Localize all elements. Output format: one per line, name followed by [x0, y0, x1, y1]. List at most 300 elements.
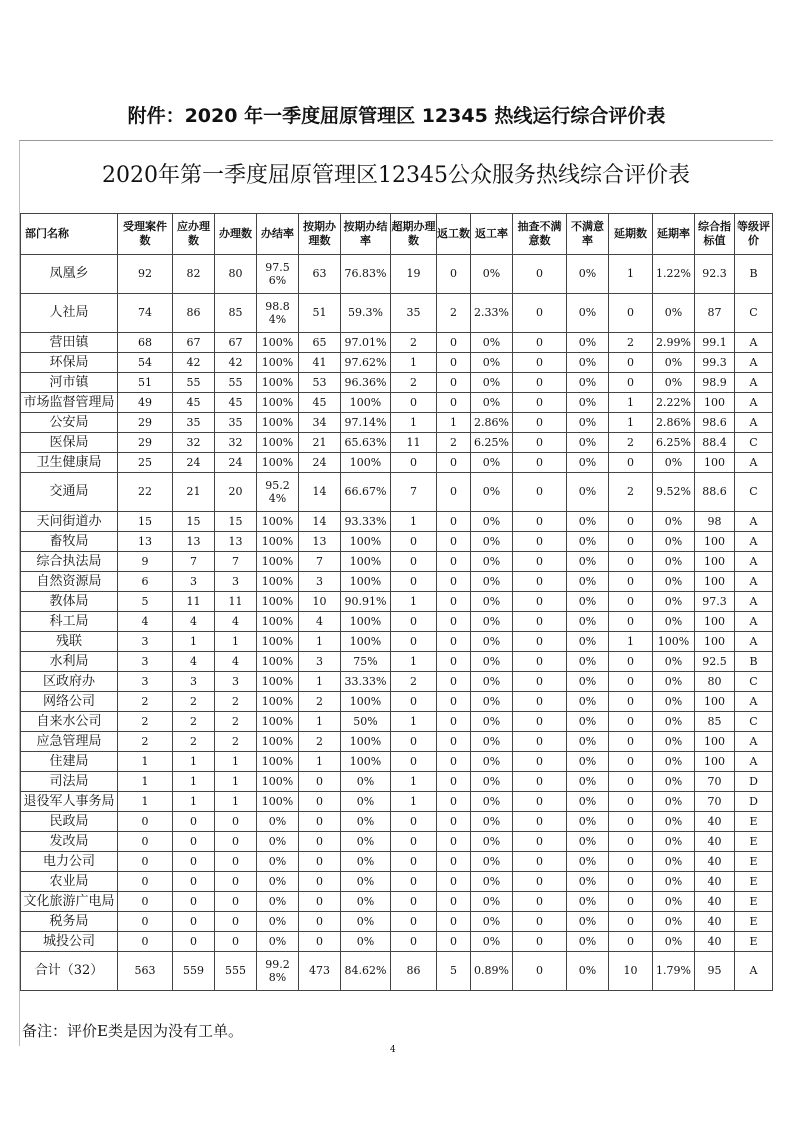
table-cell: 0 [513, 932, 567, 952]
table-cell: 100% [257, 652, 299, 672]
department-name-cell: 营田镇 [21, 333, 118, 353]
department-name-cell: 综合执法局 [21, 552, 118, 572]
table-cell: 99.28% [257, 952, 299, 991]
table-cell: 0 [513, 333, 567, 353]
table-cell: 0% [567, 852, 609, 872]
table-cell: 0 [513, 592, 567, 612]
table-cell: 0% [653, 353, 695, 373]
table-cell: 99.1 [695, 333, 735, 353]
department-name-cell: 科工局 [21, 612, 118, 632]
table-cell: 13 [173, 532, 215, 552]
table-cell: 0 [437, 852, 471, 872]
table-cell: 0% [471, 712, 513, 732]
table-cell: 100 [695, 552, 735, 572]
table-row [21, 393, 773, 413]
table-cell: 97.01% [341, 333, 391, 353]
table-cell: 0 [437, 692, 471, 712]
table-cell: 0 [299, 852, 341, 872]
table-cell: 0% [653, 772, 695, 792]
table-cell: 0% [653, 453, 695, 473]
table-cell: 0 [391, 892, 437, 912]
table-cell: 11 [173, 592, 215, 612]
table-cell: 0 [391, 832, 437, 852]
table-cell: 0% [471, 732, 513, 752]
department-name-cell: 自来水公司 [21, 712, 118, 732]
table-cell: 13 [118, 532, 173, 552]
header-cell: 部门名称 [21, 214, 118, 255]
table-cell: 42 [215, 353, 257, 373]
table-cell: E [735, 932, 773, 952]
table-cell: 0% [567, 552, 609, 572]
department-name-cell: 退役军人事务局 [21, 792, 118, 812]
table-cell: 0 [513, 732, 567, 752]
table-cell: A [735, 353, 773, 373]
table-cell: 21 [299, 433, 341, 453]
table-cell: 10 [609, 952, 653, 991]
table-cell: A [735, 413, 773, 433]
table-cell: 0 [437, 532, 471, 552]
table-cell: 100 [695, 752, 735, 772]
table-cell: 5 [118, 592, 173, 612]
table-row [21, 333, 773, 353]
table-cell: 0% [257, 912, 299, 932]
table-row [21, 612, 773, 632]
table-cell: C [735, 294, 773, 333]
table-cell: 80 [695, 672, 735, 692]
table-cell: 0% [257, 852, 299, 872]
table-cell: 100% [341, 612, 391, 632]
table-cell: 0% [257, 832, 299, 852]
table-cell: 92.5 [695, 652, 735, 672]
table-cell: 98.9 [695, 373, 735, 393]
table-cell: 2 [437, 294, 471, 333]
table-cell: 100% [341, 453, 391, 473]
table-cell: 82 [173, 255, 215, 294]
table-cell: 98.84% [257, 294, 299, 333]
table-cell: E [735, 912, 773, 932]
table-cell: 100% [341, 572, 391, 592]
table-cell: 14 [299, 473, 341, 512]
table-cell: 74 [118, 294, 173, 333]
table-cell: A [735, 532, 773, 552]
table-cell: 96.36% [341, 373, 391, 393]
table-cell: 0 [609, 572, 653, 592]
table-cell: 100% [257, 353, 299, 373]
table-cell: 1 [391, 353, 437, 373]
table-cell: 0 [437, 892, 471, 912]
table-cell: 0 [437, 393, 471, 413]
header-cell: 办结率 [257, 214, 299, 255]
table-row [21, 692, 773, 712]
table-cell: 65.63% [341, 433, 391, 453]
table-cell: 0 [118, 932, 173, 952]
table-cell: 0 [513, 892, 567, 912]
table-cell: 0 [437, 552, 471, 572]
table-cell: 0 [609, 752, 653, 772]
table-cell: 100% [257, 772, 299, 792]
table-cell: 4 [173, 652, 215, 672]
table-cell: 0% [567, 255, 609, 294]
table-cell: 3 [118, 632, 173, 652]
table-cell: 1 [609, 255, 653, 294]
table-cell: 1 [215, 752, 257, 772]
table-cell: 40 [695, 912, 735, 932]
table-cell: 0 [437, 752, 471, 772]
table-row [21, 552, 773, 572]
table-cell: 0 [299, 832, 341, 852]
table-cell: 0% [257, 892, 299, 912]
table-cell: C [735, 473, 773, 512]
header-cell: 返工率 [471, 214, 513, 255]
table-cell: 1 [299, 752, 341, 772]
header-cell: 返工数 [437, 214, 471, 255]
table-cell: 0 [437, 572, 471, 592]
table-cell: A [735, 632, 773, 652]
table-row [21, 772, 773, 792]
table-cell: A [735, 552, 773, 572]
table-cell: 100% [257, 532, 299, 552]
table-cell: 5 [437, 952, 471, 991]
table-cell: 0 [391, 752, 437, 772]
department-name-cell: 应急管理局 [21, 732, 118, 752]
table-cell: 0 [118, 892, 173, 912]
table-cell: 9.52% [653, 473, 695, 512]
table-cell: 0% [653, 932, 695, 952]
department-name-cell: 公安局 [21, 413, 118, 433]
table-cell: 0% [471, 832, 513, 852]
table-cell: 97.62% [341, 353, 391, 373]
table-cell: 2 [299, 692, 341, 712]
table-cell: 15 [173, 512, 215, 532]
table-cell: 7 [173, 552, 215, 572]
table-cell: 67 [215, 333, 257, 353]
table-cell: 1 [391, 413, 437, 433]
table-cell: 100% [257, 552, 299, 572]
department-name-cell: 农业局 [21, 872, 118, 892]
table-cell: A [735, 752, 773, 772]
table-row [21, 532, 773, 552]
table-cell: 0% [567, 952, 609, 991]
table-cell: 0 [173, 872, 215, 892]
table-cell: 4 [118, 612, 173, 632]
table-cell: 2.22% [653, 393, 695, 413]
table-cell: 29 [118, 413, 173, 433]
table-cell: 0 [513, 672, 567, 692]
department-name-cell: 司法局 [21, 772, 118, 792]
table-cell: 1.22% [653, 255, 695, 294]
table-cell: 1 [215, 632, 257, 652]
table-cell: A [735, 612, 773, 632]
department-name-cell: 卫生健康局 [21, 453, 118, 473]
table-cell: E [735, 832, 773, 852]
table-cell: 0% [653, 832, 695, 852]
table-cell: 0% [257, 932, 299, 952]
table-cell: 0 [609, 453, 653, 473]
table-cell: 0% [653, 892, 695, 912]
table-cell: 0% [471, 255, 513, 294]
table-cell: 0 [391, 912, 437, 932]
department-name-cell: 残联 [21, 632, 118, 652]
table-cell: 100 [695, 692, 735, 712]
table-cell: 0 [437, 732, 471, 752]
table-cell: 0% [471, 592, 513, 612]
table-row [21, 872, 773, 892]
table-cell: 100% [257, 373, 299, 393]
table-cell: 0 [609, 652, 653, 672]
table-cell: 100 [695, 612, 735, 632]
table-cell: 100% [257, 433, 299, 453]
table-cell: 19 [391, 255, 437, 294]
table-cell: 0 [391, 612, 437, 632]
table-cell: 0 [391, 572, 437, 592]
table-cell: 67 [173, 333, 215, 353]
table-cell: A [735, 393, 773, 413]
table-cell: 4 [173, 612, 215, 632]
table-cell: 0 [513, 752, 567, 772]
table-cell: 51 [299, 294, 341, 333]
table-cell: E [735, 892, 773, 912]
table-cell: 0 [391, 692, 437, 712]
table-cell: 0% [471, 333, 513, 353]
table-cell: 0% [341, 772, 391, 792]
table-cell: 0% [567, 932, 609, 952]
department-name-cell: 教体局 [21, 592, 118, 612]
table-cell: 95 [695, 952, 735, 991]
table-cell: 0 [609, 512, 653, 532]
department-name-cell: 发改局 [21, 832, 118, 852]
table-cell: 34 [299, 413, 341, 433]
table-cell: 100% [341, 632, 391, 652]
table-row [21, 932, 773, 952]
page-number: 4 [390, 1045, 396, 1055]
table-cell: 40 [695, 812, 735, 832]
department-name-cell: 医保局 [21, 433, 118, 453]
table-cell: 0% [653, 572, 695, 592]
table-cell: 66.67% [341, 473, 391, 512]
table-cell: A [735, 512, 773, 532]
table-cell: 0% [567, 892, 609, 912]
table-cell: 0 [391, 852, 437, 872]
table-cell: 100% [257, 512, 299, 532]
header-cell: 办理数 [215, 214, 257, 255]
table-cell: 0 [609, 812, 653, 832]
table-cell: 2 [391, 333, 437, 353]
table-cell: 0 [513, 632, 567, 652]
table-cell: 2 [118, 692, 173, 712]
table-cell: 7 [215, 552, 257, 572]
table-row [21, 732, 773, 752]
table-cell: 3 [118, 672, 173, 692]
table-cell: 0 [437, 612, 471, 632]
table-cell: 2 [215, 732, 257, 752]
table-cell: 0% [567, 512, 609, 532]
table-cell: 2.86% [471, 413, 513, 433]
table-cell: 35 [391, 294, 437, 333]
table-row [21, 413, 773, 433]
table-row [21, 652, 773, 672]
table-cell: 100% [341, 732, 391, 752]
table-cell: 0% [471, 932, 513, 952]
table-cell: 0% [341, 792, 391, 812]
table-cell: 0% [471, 612, 513, 632]
table-cell: 0% [653, 652, 695, 672]
table-cell: 3 [215, 672, 257, 692]
table-cell: 0 [391, 872, 437, 892]
table-cell: 54 [118, 353, 173, 373]
table-cell: 0 [513, 612, 567, 632]
table-cell: 86 [391, 952, 437, 991]
department-name-cell: 合计（32） [21, 952, 118, 991]
table-header-row [21, 214, 773, 255]
table-cell: 1 [173, 632, 215, 652]
table-cell: 40 [695, 872, 735, 892]
table-cell: 70 [695, 792, 735, 812]
table-cell: 0 [437, 353, 471, 373]
table-cell: 100 [695, 632, 735, 652]
table-cell: 0% [471, 772, 513, 792]
department-name-cell: 水利局 [21, 652, 118, 672]
header-cell: 受理案件数 [118, 214, 173, 255]
table-cell: 0% [567, 612, 609, 632]
table-cell: 0% [471, 652, 513, 672]
table-cell: 0 [609, 892, 653, 912]
table-cell: 0 [609, 732, 653, 752]
table-cell: 0 [609, 792, 653, 812]
table-cell: 0 [513, 912, 567, 932]
table-cell: 100% [257, 712, 299, 732]
table-cell: 0% [653, 373, 695, 393]
table-cell: 100% [257, 333, 299, 353]
table-cell: 13 [299, 532, 341, 552]
table-cell: 1 [299, 632, 341, 652]
table-cell: 0 [437, 592, 471, 612]
table-cell: 0% [653, 912, 695, 932]
table-cell: 0.89% [471, 952, 513, 991]
table-cell: 95.24% [257, 473, 299, 512]
table-row [21, 712, 773, 732]
table-cell: 0% [257, 872, 299, 892]
table-cell: 3 [173, 572, 215, 592]
table-cell: 1 [609, 632, 653, 652]
table-cell: 1 [299, 712, 341, 732]
table-cell: 0% [567, 752, 609, 772]
table-cell: 0% [471, 552, 513, 572]
table-cell: 0 [513, 652, 567, 672]
table-cell: 97.14% [341, 413, 391, 433]
table-cell: 0 [609, 912, 653, 932]
table-cell: 0% [471, 792, 513, 812]
table-cell: 0 [513, 772, 567, 792]
table-cell: 0% [653, 852, 695, 872]
table-cell: 2 [391, 373, 437, 393]
page-heading: 附件：2020 年一季度屈原管理区 12345 热线运行综合评价表 [127, 105, 666, 127]
table-cell: 555 [215, 952, 257, 991]
table-cell: 2 [173, 732, 215, 752]
department-name-cell: 河市镇 [21, 373, 118, 393]
table-cell: 100 [695, 393, 735, 413]
department-name-cell: 住建局 [21, 752, 118, 772]
table-title: 2020年第一季度屈原管理区12345公众服务热线综合评价表 [102, 163, 690, 188]
table-cell: 0% [471, 473, 513, 512]
table-cell: 0 [609, 872, 653, 892]
table-cell: 1 [173, 772, 215, 792]
table-cell: 0 [513, 692, 567, 712]
table-cell: 0% [653, 592, 695, 612]
table-cell: 45 [173, 393, 215, 413]
table-cell: 0 [437, 255, 471, 294]
table-cell: 0% [653, 692, 695, 712]
table-cell: 65 [299, 333, 341, 353]
table-cell: 14 [299, 512, 341, 532]
table-cell: 0% [653, 812, 695, 832]
table-cell: 0% [567, 732, 609, 752]
table-cell: 9 [118, 552, 173, 572]
table-cell: 0 [437, 453, 471, 473]
table-row [21, 632, 773, 652]
table-cell: 0 [609, 772, 653, 792]
table-cell: 0 [173, 812, 215, 832]
table-cell: 0% [471, 512, 513, 532]
table-cell: E [735, 812, 773, 832]
table-cell: 0% [653, 872, 695, 892]
table-cell: 100 [695, 572, 735, 592]
table-cell: 85 [695, 712, 735, 732]
table-cell: 0% [471, 373, 513, 393]
table-cell: 0 [118, 852, 173, 872]
table-cell: 0 [437, 712, 471, 732]
table-cell: 0% [471, 912, 513, 932]
table-cell: 1 [609, 413, 653, 433]
table-cell: 0 [437, 512, 471, 532]
table-cell: 45 [215, 393, 257, 413]
table-cell: 0 [391, 932, 437, 952]
table-cell: 0 [215, 892, 257, 912]
table-cell: A [735, 692, 773, 712]
table-cell: 68 [118, 333, 173, 353]
department-name-cell: 城投公司 [21, 932, 118, 952]
table-cell: A [735, 453, 773, 473]
table-cell: 86 [173, 294, 215, 333]
department-name-cell: 网络公司 [21, 692, 118, 712]
table-cell: 559 [173, 952, 215, 991]
table-cell: 20 [215, 473, 257, 512]
table-cell: 1 [299, 672, 341, 692]
table-cell: 100% [341, 692, 391, 712]
table-cell: 49 [118, 393, 173, 413]
table-cell: 0 [173, 892, 215, 912]
header-cell: 延期数 [609, 214, 653, 255]
table-cell: 0 [513, 792, 567, 812]
table-row [21, 912, 773, 932]
table-cell: 2.33% [471, 294, 513, 333]
table-cell: 2 [118, 712, 173, 732]
table-cell: 88.4 [695, 433, 735, 453]
table-cell: 0 [215, 912, 257, 932]
table-cell: 15 [215, 512, 257, 532]
table-cell: 0% [567, 393, 609, 413]
table-cell: 3 [299, 572, 341, 592]
table-cell: 50% [341, 712, 391, 732]
table-cell: 40 [695, 932, 735, 952]
table-cell: 100% [257, 692, 299, 712]
table-cell: 0 [215, 832, 257, 852]
table-cell: 0% [567, 812, 609, 832]
table-cell: 563 [118, 952, 173, 991]
table-cell: 100% [257, 632, 299, 652]
table-cell: 29 [118, 433, 173, 453]
table-cell: 0% [341, 932, 391, 952]
table-cell: 0 [609, 692, 653, 712]
